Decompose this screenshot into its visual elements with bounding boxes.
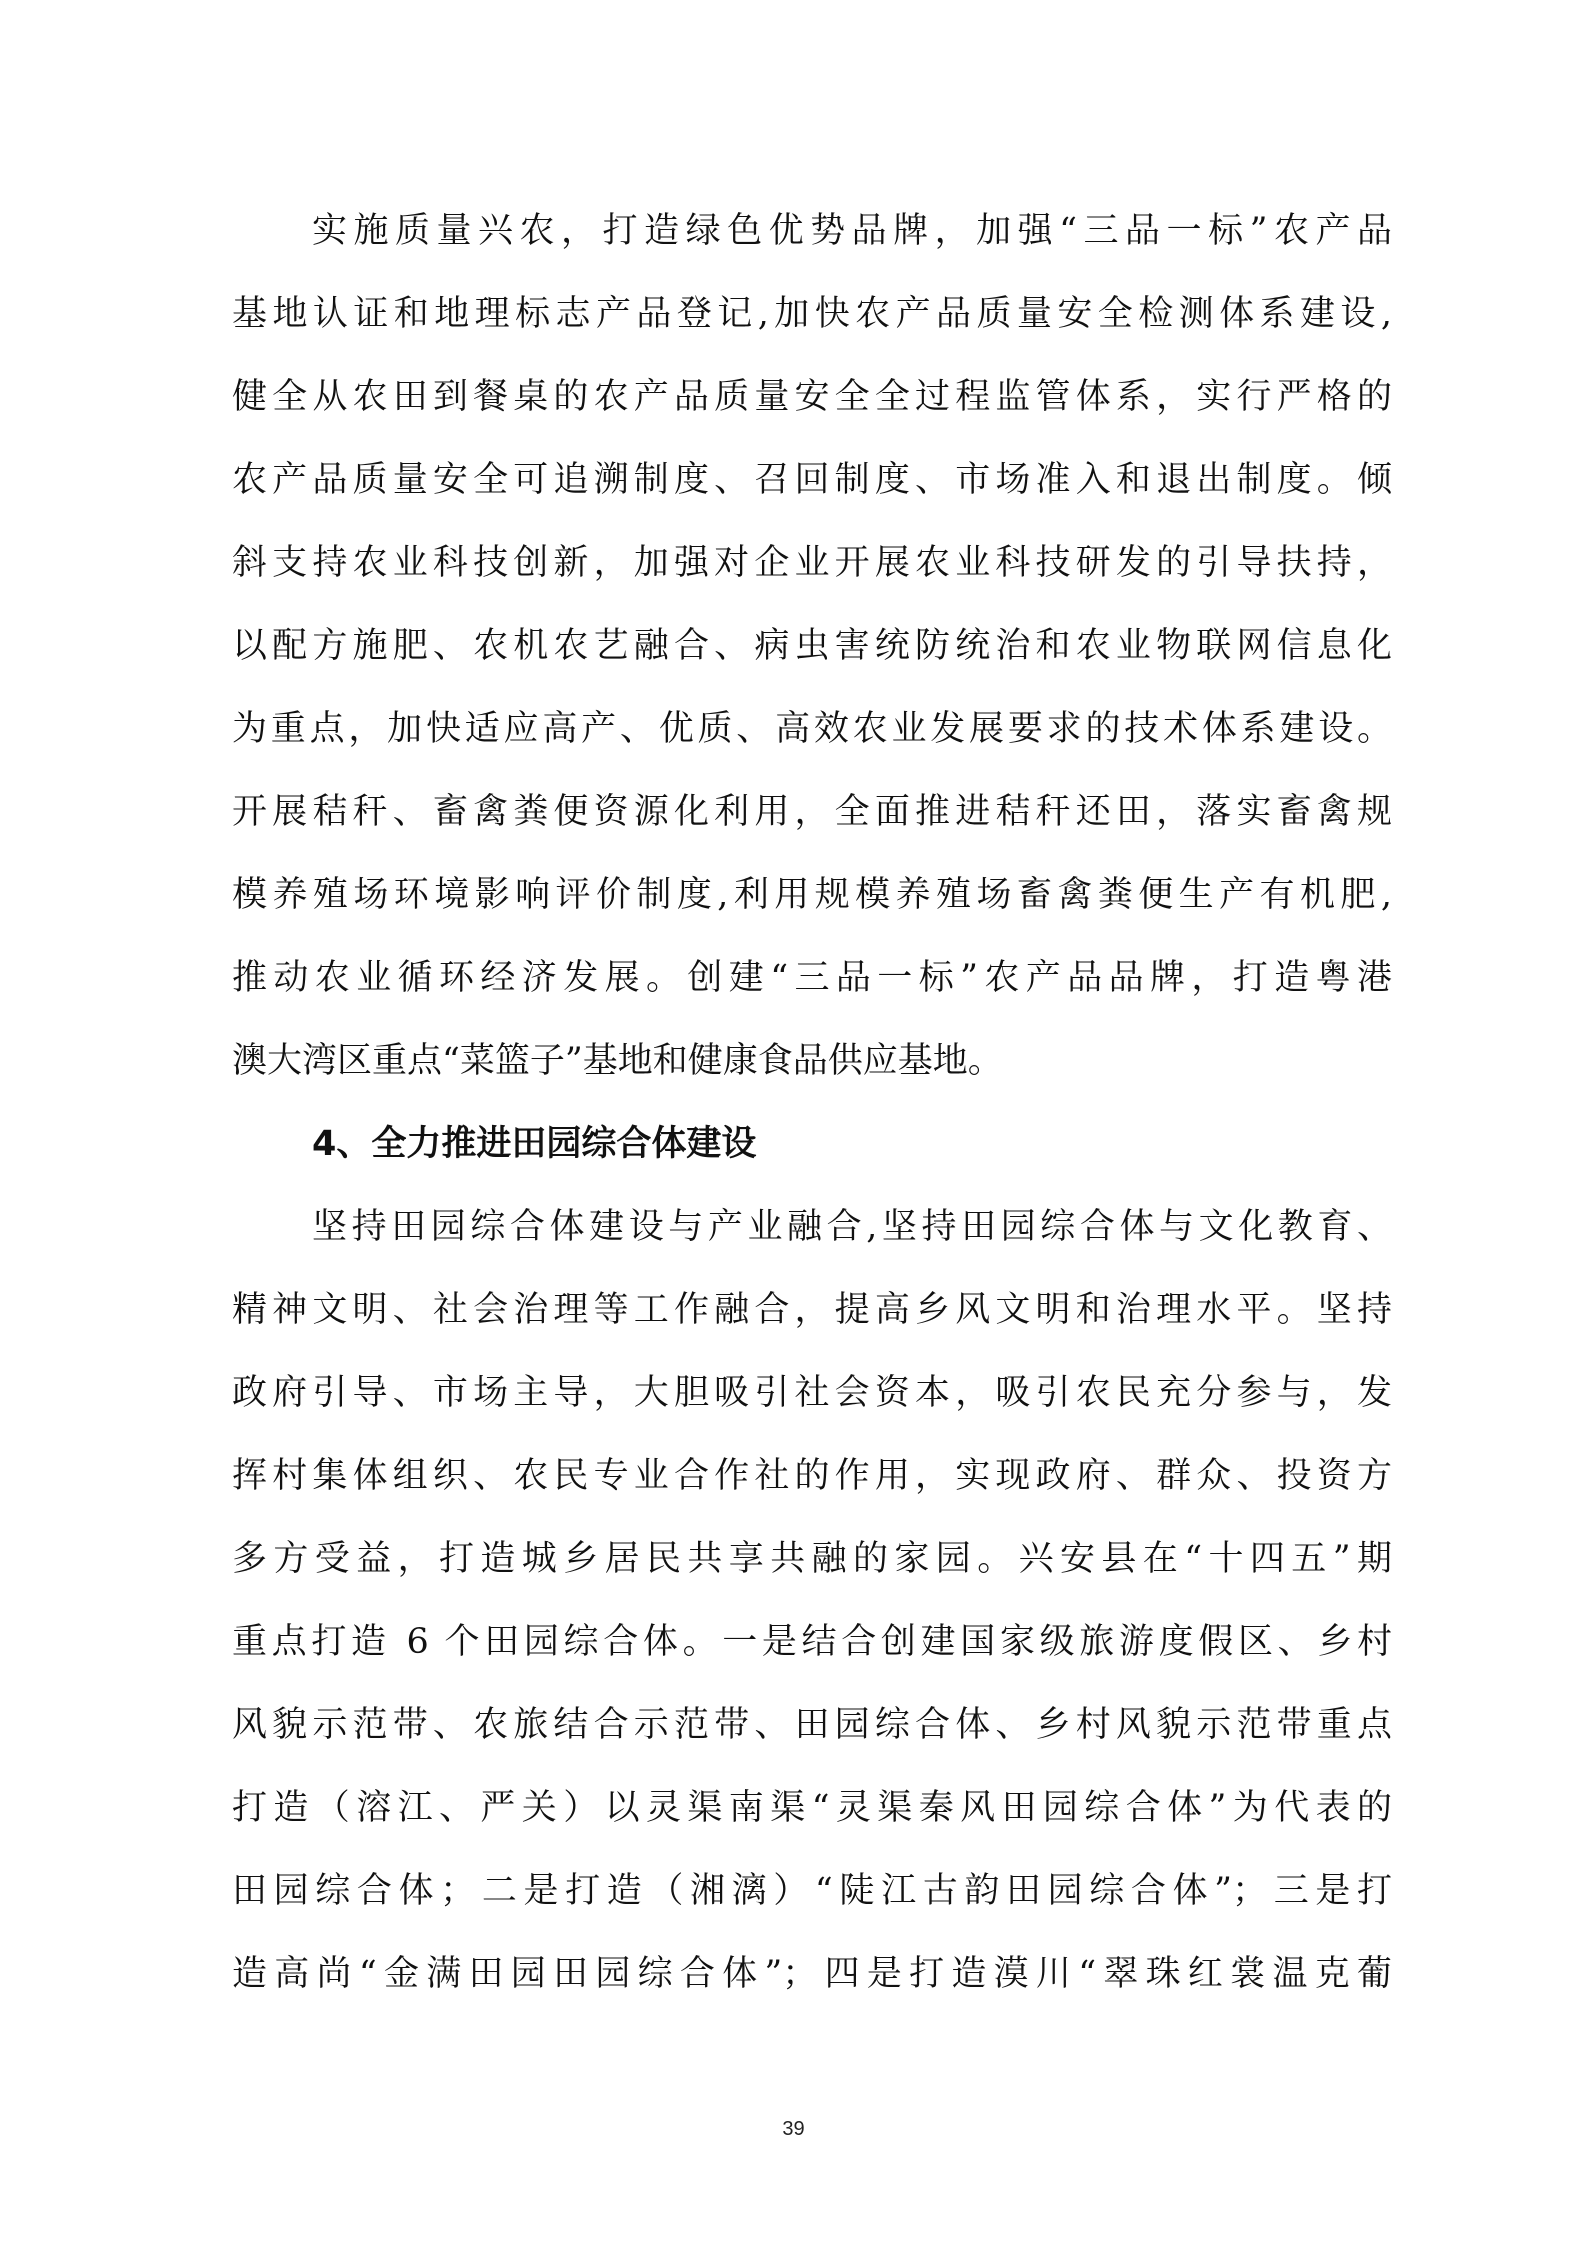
paragraph-quality-agriculture — [232, 190, 1392, 1103]
text-line: 挥村集体组织、农民专业合作社的作用，实现政府、群众、投资方 — [232, 1456, 1392, 1496]
text-line: 坚持田园综合体建设与产业融合,坚持田园综合体与文化教育、 — [312, 1207, 1392, 1247]
text-line: 造高尚“金满田园田园综合体”；四是打造漠川“翠珠红裳温克葡 — [232, 1954, 1392, 1994]
text-line: 为重点，加快适应高产、优质、高效农业发展要求的技术体系建设。 — [232, 709, 1392, 749]
text-line: 模养殖场环境影响评价制度,利用规模养殖场畜禽粪便生产有机肥, — [232, 875, 1392, 915]
section-heading: 4、全力推进田园综合体建设 — [312, 1124, 757, 1164]
text-line: 田园综合体；二是打造（湘漓）“陡江古韵田园综合体”；三是打 — [232, 1871, 1392, 1911]
text-line: 农产品质量安全可追溯制度、召回制度、市场准入和退出制度。倾 — [232, 460, 1392, 500]
text-line: 多方受益，打造城乡居民共享共融的家园。兴安县在“十四五”期 — [232, 1539, 1392, 1579]
text-line: 推动农业循环经济发展。创建“三品一标”农产品品牌，打造粤港 — [232, 958, 1392, 998]
text-line: 打造（溶江、严关）以灵渠南渠“灵渠秦风田园综合体”为代表的 — [232, 1788, 1392, 1828]
text-line: 基地认证和地理标志产品登记,加快农产品质量安全检测体系建设, — [232, 294, 1392, 334]
text-line: 精神文明、社会治理等工作融合，提高乡风文明和治理水平。坚持 — [232, 1290, 1392, 1330]
text-line: 以配方施肥、农机农艺融合、病虫害统防统治和农业物联网信息化 — [232, 626, 1392, 666]
text-line: 澳大湾区重点“菜篮子”基地和健康食品供应基地。 — [232, 1041, 1003, 1081]
text-line: 健全从农田到餐桌的农产品质量安全全过程监管体系，实行严格的 — [232, 377, 1392, 417]
text-line: 风貌示范带、农旅结合示范带、田园综合体、乡村风貌示范带重点 — [232, 1705, 1392, 1745]
document-body — [232, 190, 1392, 2016]
text-line: 斜支持农业科技创新，加强对企业开展农业科技研发的引导扶持， — [232, 543, 1392, 583]
text-line: 政府引导、市场主导，大胆吸引社会资本，吸引农民充分参与，发 — [232, 1373, 1392, 1413]
page-number: 39 — [782, 2118, 805, 2140]
text-line: 开展秸秆、畜禽粪便资源化利用，全面推进秸秆还田，落实畜禽规 — [232, 792, 1392, 832]
paragraph-pastoral-complex — [232, 1186, 1392, 2016]
text-line: 重点打造 6 个田园综合体。一是结合创建国家级旅游度假区、乡村 — [232, 1622, 1392, 1662]
text-line: 实施质量兴农，打造绿色优势品牌，加强“三品一标”农产品 — [312, 211, 1392, 251]
